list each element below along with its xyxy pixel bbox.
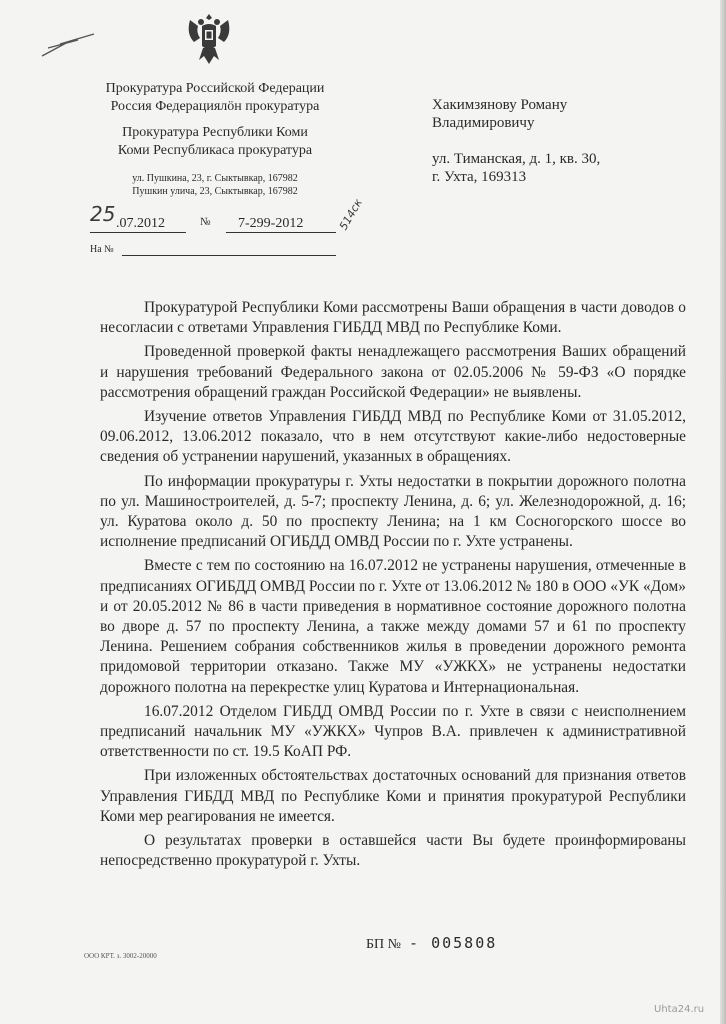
site-watermark: Uhta24.ru — [654, 1004, 705, 1015]
number-label: № — [200, 216, 211, 228]
body-paragraph: О результатах проверки в оставшейся части Вы будете проинформированы непосредственно прокуратурой г. Ухты. — [100, 832, 686, 870]
letter-body — [100, 298, 686, 875]
handwritten-mark — [38, 30, 98, 60]
serial-number: - 005808 — [409, 934, 498, 952]
page-edge — [720, 0, 726, 1024]
org-line: Прокуратура Российской Федерации — [105, 81, 325, 96]
sender-address — [80, 172, 350, 198]
sender-org-regional — [80, 124, 350, 160]
registration-number: 7-299-2012 — [238, 216, 304, 231]
body-paragraph: Вместе с тем по состоянию на 16.07.2012 не устранены нарушения, отмеченные в предписаниях ОГИБДД ОМВД России по г. Ухте от 13.06.2012 № 180 в ООО «УК «Дом» и от 20.05.2012 № 86 в части приведения в нормативное состояние дорожного полотна во дворе д. 57 по проспекту Ленина, а также между домами 57 и 61 по проспекту Ленина. Решением собрания собственников жилья в проведении дорожного ремонта придомовой территории отказано. Также МУ «УЖКХ» не устранены недостатки дорожного полотна на перекрестке улиц Куратова и Интернациональная. — [100, 557, 686, 696]
address-line: ул. Пушкина, 23, г. Сыктывкар, 167982 — [132, 173, 298, 184]
registration-line — [90, 196, 365, 234]
body-paragraph: Проведенной проверкой факты ненадлежащего рассмотрения Ваших обращений и нарушения требований Федерального закона от 02.05.2006 № 59-ФЗ «О порядке рассмотрения обращений граждан Российской Федерации» не выявлены. — [100, 343, 686, 401]
body-paragraph: При изложенных обстоятельствах достаточных оснований для признания ответов Управления ГИБДД МВД по Республике Коми и принятия прокуратурой Республики Коми мер реагирования не имеется. — [100, 767, 686, 825]
org-line: Коми Республикаса прокуратура — [117, 143, 313, 158]
recipient-name: Хакимзянову Роману — [432, 97, 568, 113]
handwritten-suffix: 514ск — [336, 196, 365, 233]
body-paragraph: Изучение ответов Управления ГИБДД МВД по Республике Коми от 31.05.2012, 09.06.2012, 13.06.2012 показало, что в нем отсутствуют какие-либо недостоверные сведения об устранении нарушений, указанных в обращениях. — [100, 408, 686, 466]
address-line: Пушкин улича, 23, Сыктывкар, 167982 — [132, 186, 298, 197]
reply-label: На № — [90, 244, 114, 255]
org-line: Прокуратура Республики Коми — [122, 125, 308, 140]
handwritten-day: 25 — [90, 202, 116, 226]
double-headed-eagle-icon — [184, 8, 234, 70]
body-paragraph: 16.07.2012 Отделом ГИБДД ОМВД России по г. Ухте в связи с неисполнением предписаний начальник МУ «УЖКХ» Чупров В.А. привлечен к административной ответственности по ст. 19.5 КоАП РФ. — [100, 702, 686, 761]
body-paragraph: По информации прокуратуры г. Ухты недостатки в покрытии дорожного полотна по ул. Машиностроителей, д. 5-7; проспекту Ленина, д. 6; ул. Железнодорожной, д. 16; ул. Куратова около д. 50 по проспекту Ленина; на 1 км Сосногорского шоссе во исполнение предписаний ОГИБДД ОМВД России по г. Ухте устранены. — [100, 472, 686, 551]
reply-reference — [90, 242, 336, 258]
serial-label: БП № — [366, 937, 402, 952]
address-line: г. Ухта, 169313 — [432, 169, 527, 185]
address-line: ул. Тиманская, д. 1, кв. 30, — [432, 151, 601, 167]
serial-stamp — [366, 934, 497, 953]
form-code: ООО КРТ. з. 3002-20000 — [84, 952, 157, 960]
sender-org-federal — [80, 80, 350, 116]
body-paragraph: Прокуратурой Республики Коми рассмотрены Ваши обращения в части доводов о несогласии с ответами Управления ГИБДД МВД по Республике Коми. — [100, 299, 686, 337]
recipient-name: Владимировичу — [432, 115, 535, 131]
org-line: Россия Федерациялӧн прокуратура — [110, 99, 320, 114]
recipient-address — [432, 150, 692, 186]
reply-underline — [122, 242, 336, 256]
registration-date: .07.2012 — [116, 216, 165, 231]
recipient-block — [432, 96, 692, 186]
